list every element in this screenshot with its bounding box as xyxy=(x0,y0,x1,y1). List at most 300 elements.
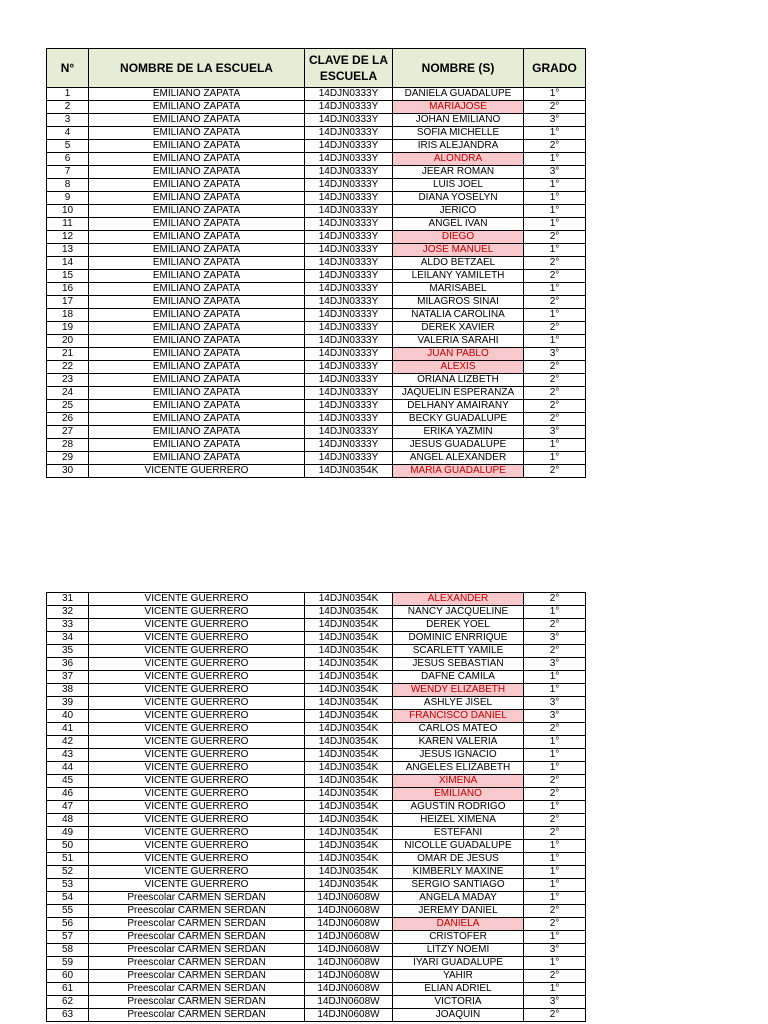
cell-student-name: JUAN PABLO xyxy=(393,348,524,361)
cell-grade: 2° xyxy=(524,970,586,983)
cell-grade: 1° xyxy=(524,127,586,140)
table-row xyxy=(47,101,586,114)
cell-grade: 1° xyxy=(524,309,586,322)
cell-school-key: 14DJN0608W xyxy=(305,918,393,931)
cell-school-name: Preescolar CARMEN SERDAN xyxy=(89,970,305,983)
cell-school-key: 14DJN0333Y xyxy=(305,374,393,387)
cell-school-key: 14DJN0333Y xyxy=(305,140,393,153)
cell-grade: 3° xyxy=(524,114,586,127)
cell-number: 44 xyxy=(47,762,89,775)
cell-grade: 2° xyxy=(524,413,586,426)
cell-number: 60 xyxy=(47,970,89,983)
table-row xyxy=(47,970,586,983)
cell-number: 12 xyxy=(47,231,89,244)
cell-grade: 1° xyxy=(524,801,586,814)
cell-school-key: 14DJN0333Y xyxy=(305,153,393,166)
cell-school-name: Preescolar CARMEN SERDAN xyxy=(89,1009,305,1022)
cell-school-key: 14DJN0354K xyxy=(305,632,393,645)
cell-grade: 1° xyxy=(524,892,586,905)
header-row xyxy=(47,49,586,88)
cell-number: 3 xyxy=(47,114,89,127)
cell-school-key: 14DJN0608W xyxy=(305,996,393,1009)
cell-school-key: 14DJN0354K xyxy=(305,840,393,853)
cell-school-key: 14DJN0333Y xyxy=(305,348,393,361)
cell-school-key: 14DJN0608W xyxy=(305,957,393,970)
table-row xyxy=(47,606,586,619)
cell-grade: 2° xyxy=(524,374,586,387)
cell-school-key: 14DJN0333Y xyxy=(305,361,393,374)
cell-student-name: EMILIANO xyxy=(393,788,524,801)
cell-school-name: EMILIANO ZAPATA xyxy=(89,179,305,192)
student-table-top xyxy=(46,48,586,478)
cell-school-name: VICENTE GUERRERO xyxy=(89,697,305,710)
cell-student-name: DIEGO xyxy=(393,231,524,244)
cell-school-key: 14DJN0333Y xyxy=(305,309,393,322)
cell-number: 30 xyxy=(47,465,89,478)
cell-grade: 1° xyxy=(524,205,586,218)
cell-school-key: 14DJN0354K xyxy=(305,658,393,671)
table-row xyxy=(47,153,586,166)
cell-school-key: 14DJN0354K xyxy=(305,619,393,632)
header-school-name: NOMBRE DE LA ESCUELA xyxy=(89,49,305,88)
table-row xyxy=(47,400,586,413)
cell-student-name: FRANCISCO DANIEL xyxy=(393,710,524,723)
table-row xyxy=(47,231,586,244)
cell-grade: 2° xyxy=(524,619,586,632)
cell-number: 18 xyxy=(47,309,89,322)
table-row xyxy=(47,413,586,426)
cell-number: 29 xyxy=(47,452,89,465)
cell-grade: 2° xyxy=(524,257,586,270)
cell-school-name: EMILIANO ZAPATA xyxy=(89,231,305,244)
cell-school-name: VICENTE GUERRERO xyxy=(89,684,305,697)
cell-school-key: 14DJN0333Y xyxy=(305,387,393,400)
cell-grade: 2° xyxy=(524,1009,586,1022)
cell-number: 50 xyxy=(47,840,89,853)
cell-number: 2 xyxy=(47,101,89,114)
header-number: N° xyxy=(47,49,89,88)
cell-school-key: 14DJN0354K xyxy=(305,684,393,697)
cell-school-name: VICENTE GUERRERO xyxy=(89,465,305,478)
table-row xyxy=(47,658,586,671)
cell-school-name: EMILIANO ZAPATA xyxy=(89,426,305,439)
cell-school-key: 14DJN0333Y xyxy=(305,283,393,296)
table-row xyxy=(47,892,586,905)
cell-school-name: EMILIANO ZAPATA xyxy=(89,335,305,348)
table-row xyxy=(47,762,586,775)
cell-school-name: EMILIANO ZAPATA xyxy=(89,114,305,127)
cell-school-name: VICENTE GUERRERO xyxy=(89,645,305,658)
cell-school-name: VICENTE GUERRERO xyxy=(89,814,305,827)
cell-school-key: 14DJN0354K xyxy=(305,749,393,762)
cell-school-name: VICENTE GUERRERO xyxy=(89,736,305,749)
cell-school-name: VICENTE GUERRERO xyxy=(89,801,305,814)
cell-number: 47 xyxy=(47,801,89,814)
table-row xyxy=(47,270,586,283)
cell-student-name: ERIKA YAZMIN xyxy=(393,426,524,439)
cell-student-name: NANCY JACQUELINE xyxy=(393,606,524,619)
cell-grade: 1° xyxy=(524,749,586,762)
cell-school-key: 14DJN0333Y xyxy=(305,257,393,270)
cell-grade: 3° xyxy=(524,697,586,710)
cell-student-name: ANGEL IVAN xyxy=(393,218,524,231)
cell-grade: 2° xyxy=(524,322,586,335)
cell-grade: 2° xyxy=(524,361,586,374)
cell-number: 5 xyxy=(47,140,89,153)
table-row xyxy=(47,309,586,322)
table-row xyxy=(47,192,586,205)
cell-student-name: ALEXIS xyxy=(393,361,524,374)
cell-school-key: 14DJN0333Y xyxy=(305,127,393,140)
cell-school-key: 14DJN0608W xyxy=(305,1009,393,1022)
cell-school-name: VICENTE GUERRERO xyxy=(89,827,305,840)
cell-number: 42 xyxy=(47,736,89,749)
cell-grade: 1° xyxy=(524,452,586,465)
cell-school-name: VICENTE GUERRERO xyxy=(89,632,305,645)
cell-school-key: 14DJN0354K xyxy=(305,465,393,478)
cell-student-name: ORIANA LIZBETH xyxy=(393,374,524,387)
cell-student-name: ELIAN ADRIEL xyxy=(393,983,524,996)
cell-number: 20 xyxy=(47,335,89,348)
cell-number: 45 xyxy=(47,775,89,788)
cell-student-name: MARIAJOSE xyxy=(393,101,524,114)
table-row xyxy=(47,88,586,101)
table-row xyxy=(47,697,586,710)
cell-student-name: ANGELES ELIZABETH xyxy=(393,762,524,775)
cell-student-name: BECKY GUADALUPE xyxy=(393,413,524,426)
cell-school-key: 14DJN0608W xyxy=(305,931,393,944)
cell-grade: 1° xyxy=(524,684,586,697)
cell-school-key: 14DJN0354K xyxy=(305,606,393,619)
cell-student-name: DOMINIC ENRRIQUE xyxy=(393,632,524,645)
cell-number: 58 xyxy=(47,944,89,957)
cell-number: 23 xyxy=(47,374,89,387)
cell-grade: 2° xyxy=(524,905,586,918)
table-row xyxy=(47,749,586,762)
cell-grade: 1° xyxy=(524,762,586,775)
cell-number: 46 xyxy=(47,788,89,801)
cell-grade: 2° xyxy=(524,827,586,840)
table-row xyxy=(47,127,586,140)
cell-number: 17 xyxy=(47,296,89,309)
cell-student-name: SERGIO SANTIAGO xyxy=(393,879,524,892)
cell-school-name: VICENTE GUERRERO xyxy=(89,866,305,879)
cell-number: 38 xyxy=(47,684,89,697)
cell-grade: 1° xyxy=(524,736,586,749)
cell-grade: 2° xyxy=(524,231,586,244)
cell-number: 8 xyxy=(47,179,89,192)
cell-student-name: NATALIA CAROLINA xyxy=(393,309,524,322)
cell-number: 10 xyxy=(47,205,89,218)
table-row xyxy=(47,788,586,801)
cell-student-name: AGUSTIN RODRIGO xyxy=(393,801,524,814)
header-student-name: NOMBRE (S) xyxy=(393,49,524,88)
cell-school-key: 14DJN0333Y xyxy=(305,296,393,309)
cell-grade: 2° xyxy=(524,814,586,827)
cell-grade: 2° xyxy=(524,296,586,309)
table-row xyxy=(47,1009,586,1022)
cell-number: 19 xyxy=(47,322,89,335)
cell-student-name: LITZY NOEMI xyxy=(393,944,524,957)
cell-school-key: 14DJN0333Y xyxy=(305,166,393,179)
cell-school-name: VICENTE GUERRERO xyxy=(89,606,305,619)
cell-number: 57 xyxy=(47,931,89,944)
cell-number: 26 xyxy=(47,413,89,426)
table-row xyxy=(47,853,586,866)
table-row xyxy=(47,632,586,645)
cell-number: 31 xyxy=(47,593,89,606)
table-body-top xyxy=(47,88,586,478)
cell-number: 62 xyxy=(47,996,89,1009)
cell-school-name: EMILIANO ZAPATA xyxy=(89,153,305,166)
table-row xyxy=(47,140,586,153)
cell-school-key: 14DJN0333Y xyxy=(305,192,393,205)
cell-school-key: 14DJN0608W xyxy=(305,983,393,996)
cell-school-key: 14DJN0333Y xyxy=(305,322,393,335)
cell-grade: 3° xyxy=(524,944,586,957)
table-row xyxy=(47,866,586,879)
cell-student-name: LEILANY YAMILETH xyxy=(393,270,524,283)
cell-school-name: Preescolar CARMEN SERDAN xyxy=(89,918,305,931)
cell-grade: 2° xyxy=(524,387,586,400)
cell-student-name: JESUS SEBASTIAN xyxy=(393,658,524,671)
cell-student-name: VICTORIA xyxy=(393,996,524,1009)
table-row xyxy=(47,957,586,970)
table-row xyxy=(47,827,586,840)
cell-school-name: VICENTE GUERRERO xyxy=(89,671,305,684)
table-row xyxy=(47,736,586,749)
cell-student-name: DANIELA GUADALUPE xyxy=(393,88,524,101)
cell-grade: 3° xyxy=(524,632,586,645)
cell-student-name: OMAR DE JESUS xyxy=(393,853,524,866)
table-row xyxy=(47,801,586,814)
cell-student-name: ESTEFANI xyxy=(393,827,524,840)
cell-number: 25 xyxy=(47,400,89,413)
cell-school-key: 14DJN0354K xyxy=(305,879,393,892)
cell-school-key: 14DJN0608W xyxy=(305,905,393,918)
cell-student-name: JEEAR ROMAN xyxy=(393,166,524,179)
cell-school-name: VICENTE GUERRERO xyxy=(89,710,305,723)
cell-school-key: 14DJN0333Y xyxy=(305,179,393,192)
cell-grade: 2° xyxy=(524,775,586,788)
cell-school-key: 14DJN0333Y xyxy=(305,439,393,452)
header-school-key: CLAVE DE LA ESCUELA xyxy=(305,49,393,88)
cell-student-name: HEIZEL XIMENA xyxy=(393,814,524,827)
cell-school-key: 14DJN0354K xyxy=(305,645,393,658)
cell-school-name: EMILIANO ZAPATA xyxy=(89,309,305,322)
cell-school-name: EMILIANO ZAPATA xyxy=(89,348,305,361)
cell-school-key: 14DJN0354K xyxy=(305,775,393,788)
cell-student-name: MARIA GUADALUPE xyxy=(393,465,524,478)
cell-school-key: 14DJN0354K xyxy=(305,736,393,749)
cell-grade: 3° xyxy=(524,166,586,179)
table-row xyxy=(47,179,586,192)
cell-number: 11 xyxy=(47,218,89,231)
cell-school-name: Preescolar CARMEN SERDAN xyxy=(89,892,305,905)
cell-number: 53 xyxy=(47,879,89,892)
table-row xyxy=(47,983,586,996)
cell-student-name: LUIS JOEL xyxy=(393,179,524,192)
cell-grade: 1° xyxy=(524,931,586,944)
cell-school-name: VICENTE GUERRERO xyxy=(89,658,305,671)
cell-number: 7 xyxy=(47,166,89,179)
cell-school-name: VICENTE GUERRERO xyxy=(89,879,305,892)
cell-student-name: JOAQUIN xyxy=(393,1009,524,1022)
cell-school-name: EMILIANO ZAPATA xyxy=(89,322,305,335)
cell-school-key: 14DJN0333Y xyxy=(305,270,393,283)
table-row xyxy=(47,322,586,335)
cell-number: 33 xyxy=(47,619,89,632)
cell-grade: 2° xyxy=(524,140,586,153)
cell-school-key: 14DJN0333Y xyxy=(305,413,393,426)
cell-student-name: JEREMY DANIEL xyxy=(393,905,524,918)
cell-school-name: Preescolar CARMEN SERDAN xyxy=(89,931,305,944)
cell-grade: 2° xyxy=(524,593,586,606)
cell-grade: 1° xyxy=(524,879,586,892)
cell-student-name: JESUS GUADALUPE xyxy=(393,439,524,452)
table-row xyxy=(47,684,586,697)
cell-school-key: 14DJN0354K xyxy=(305,710,393,723)
cell-student-name: SCARLETT YAMILE xyxy=(393,645,524,658)
cell-student-name: IRIS ALEJANDRA xyxy=(393,140,524,153)
cell-school-key: 14DJN0354K xyxy=(305,762,393,775)
cell-school-name: EMILIANO ZAPATA xyxy=(89,400,305,413)
table-row xyxy=(47,593,586,606)
cell-number: 49 xyxy=(47,827,89,840)
table-row xyxy=(47,283,586,296)
table-row xyxy=(47,918,586,931)
cell-student-name: DIANA YOSELYN xyxy=(393,192,524,205)
cell-student-name: ALONDRA xyxy=(393,153,524,166)
cell-school-name: EMILIANO ZAPATA xyxy=(89,218,305,231)
cell-number: 34 xyxy=(47,632,89,645)
cell-school-name: EMILIANO ZAPATA xyxy=(89,244,305,257)
cell-student-name: DANIELA xyxy=(393,918,524,931)
cell-number: 14 xyxy=(47,257,89,270)
cell-grade: 1° xyxy=(524,179,586,192)
header-grade: GRADO xyxy=(524,49,586,88)
cell-student-name: SOFIA MICHELLE xyxy=(393,127,524,140)
table-row xyxy=(47,166,586,179)
table-row xyxy=(47,931,586,944)
cell-number: 24 xyxy=(47,387,89,400)
cell-school-key: 14DJN0333Y xyxy=(305,426,393,439)
table-row xyxy=(47,205,586,218)
cell-student-name: JOSE MANUEL xyxy=(393,244,524,257)
cell-student-name: CRISTOFER xyxy=(393,931,524,944)
cell-school-name: Preescolar CARMEN SERDAN xyxy=(89,957,305,970)
cell-student-name: ANGELA MADAY xyxy=(393,892,524,905)
cell-number: 55 xyxy=(47,905,89,918)
cell-number: 61 xyxy=(47,983,89,996)
cell-school-name: EMILIANO ZAPATA xyxy=(89,166,305,179)
cell-grade: 1° xyxy=(524,88,586,101)
cell-grade: 1° xyxy=(524,283,586,296)
cell-school-name: VICENTE GUERRERO xyxy=(89,775,305,788)
cell-student-name: ALEXANDER xyxy=(393,593,524,606)
table-row xyxy=(47,114,586,127)
cell-number: 52 xyxy=(47,866,89,879)
cell-school-key: 14DJN0354K xyxy=(305,671,393,684)
table-row xyxy=(47,374,586,387)
cell-school-key: 14DJN0354K xyxy=(305,814,393,827)
cell-student-name: KIMBERLY MAXINE xyxy=(393,866,524,879)
cell-school-name: EMILIANO ZAPATA xyxy=(89,127,305,140)
table-row xyxy=(47,465,586,478)
cell-grade: 1° xyxy=(524,840,586,853)
cell-grade: 1° xyxy=(524,957,586,970)
table-row xyxy=(47,671,586,684)
cell-school-name: Preescolar CARMEN SERDAN xyxy=(89,905,305,918)
table-body-bottom xyxy=(47,593,586,1022)
cell-number: 63 xyxy=(47,1009,89,1022)
cell-student-name: MARISABEL xyxy=(393,283,524,296)
cell-school-name: Preescolar CARMEN SERDAN xyxy=(89,996,305,1009)
cell-number: 6 xyxy=(47,153,89,166)
table-row xyxy=(47,723,586,736)
cell-number: 13 xyxy=(47,244,89,257)
cell-school-name: VICENTE GUERRERO xyxy=(89,723,305,736)
cell-grade: 1° xyxy=(524,335,586,348)
cell-grade: 2° xyxy=(524,788,586,801)
cell-student-name: IYARI GUADALUPE xyxy=(393,957,524,970)
table-row xyxy=(47,944,586,957)
table-row xyxy=(47,361,586,374)
cell-number: 37 xyxy=(47,671,89,684)
cell-school-name: EMILIANO ZAPATA xyxy=(89,452,305,465)
cell-grade: 1° xyxy=(524,983,586,996)
cell-school-key: 14DJN0333Y xyxy=(305,452,393,465)
cell-school-name: EMILIANO ZAPATA xyxy=(89,374,305,387)
cell-school-name: EMILIANO ZAPATA xyxy=(89,192,305,205)
cell-school-key: 14DJN0354K xyxy=(305,853,393,866)
cell-student-name: NICOLLE GUADALUPE xyxy=(393,840,524,853)
cell-number: 59 xyxy=(47,957,89,970)
cell-grade: 1° xyxy=(524,244,586,257)
cell-student-name: DEREK YOEL xyxy=(393,619,524,632)
cell-grade: 1° xyxy=(524,853,586,866)
cell-number: 1 xyxy=(47,88,89,101)
cell-school-name: EMILIANO ZAPATA xyxy=(89,413,305,426)
table-row xyxy=(47,452,586,465)
cell-school-name: EMILIANO ZAPATA xyxy=(89,361,305,374)
cell-grade: 1° xyxy=(524,153,586,166)
cell-grade: 2° xyxy=(524,645,586,658)
table-row xyxy=(47,996,586,1009)
cell-grade: 2° xyxy=(524,465,586,478)
cell-school-name: VICENTE GUERRERO xyxy=(89,749,305,762)
cell-school-key: 14DJN0354K xyxy=(305,788,393,801)
cell-school-name: VICENTE GUERRERO xyxy=(89,762,305,775)
table-row xyxy=(47,905,586,918)
cell-school-name: EMILIANO ZAPATA xyxy=(89,257,305,270)
cell-school-key: 14DJN0608W xyxy=(305,944,393,957)
cell-grade: 3° xyxy=(524,710,586,723)
cell-grade: 3° xyxy=(524,996,586,1009)
cell-student-name: ASHLYE JISEL xyxy=(393,697,524,710)
cell-number: 35 xyxy=(47,645,89,658)
cell-school-key: 14DJN0354K xyxy=(305,593,393,606)
cell-number: 32 xyxy=(47,606,89,619)
table-row xyxy=(47,387,586,400)
cell-student-name: WENDY ELIZABETH xyxy=(393,684,524,697)
cell-student-name: MILAGROS SINAI xyxy=(393,296,524,309)
cell-number: 22 xyxy=(47,361,89,374)
cell-school-key: 14DJN0333Y xyxy=(305,218,393,231)
cell-school-name: VICENTE GUERRERO xyxy=(89,593,305,606)
cell-school-key: 14DJN0354K xyxy=(305,801,393,814)
cell-number: 54 xyxy=(47,892,89,905)
